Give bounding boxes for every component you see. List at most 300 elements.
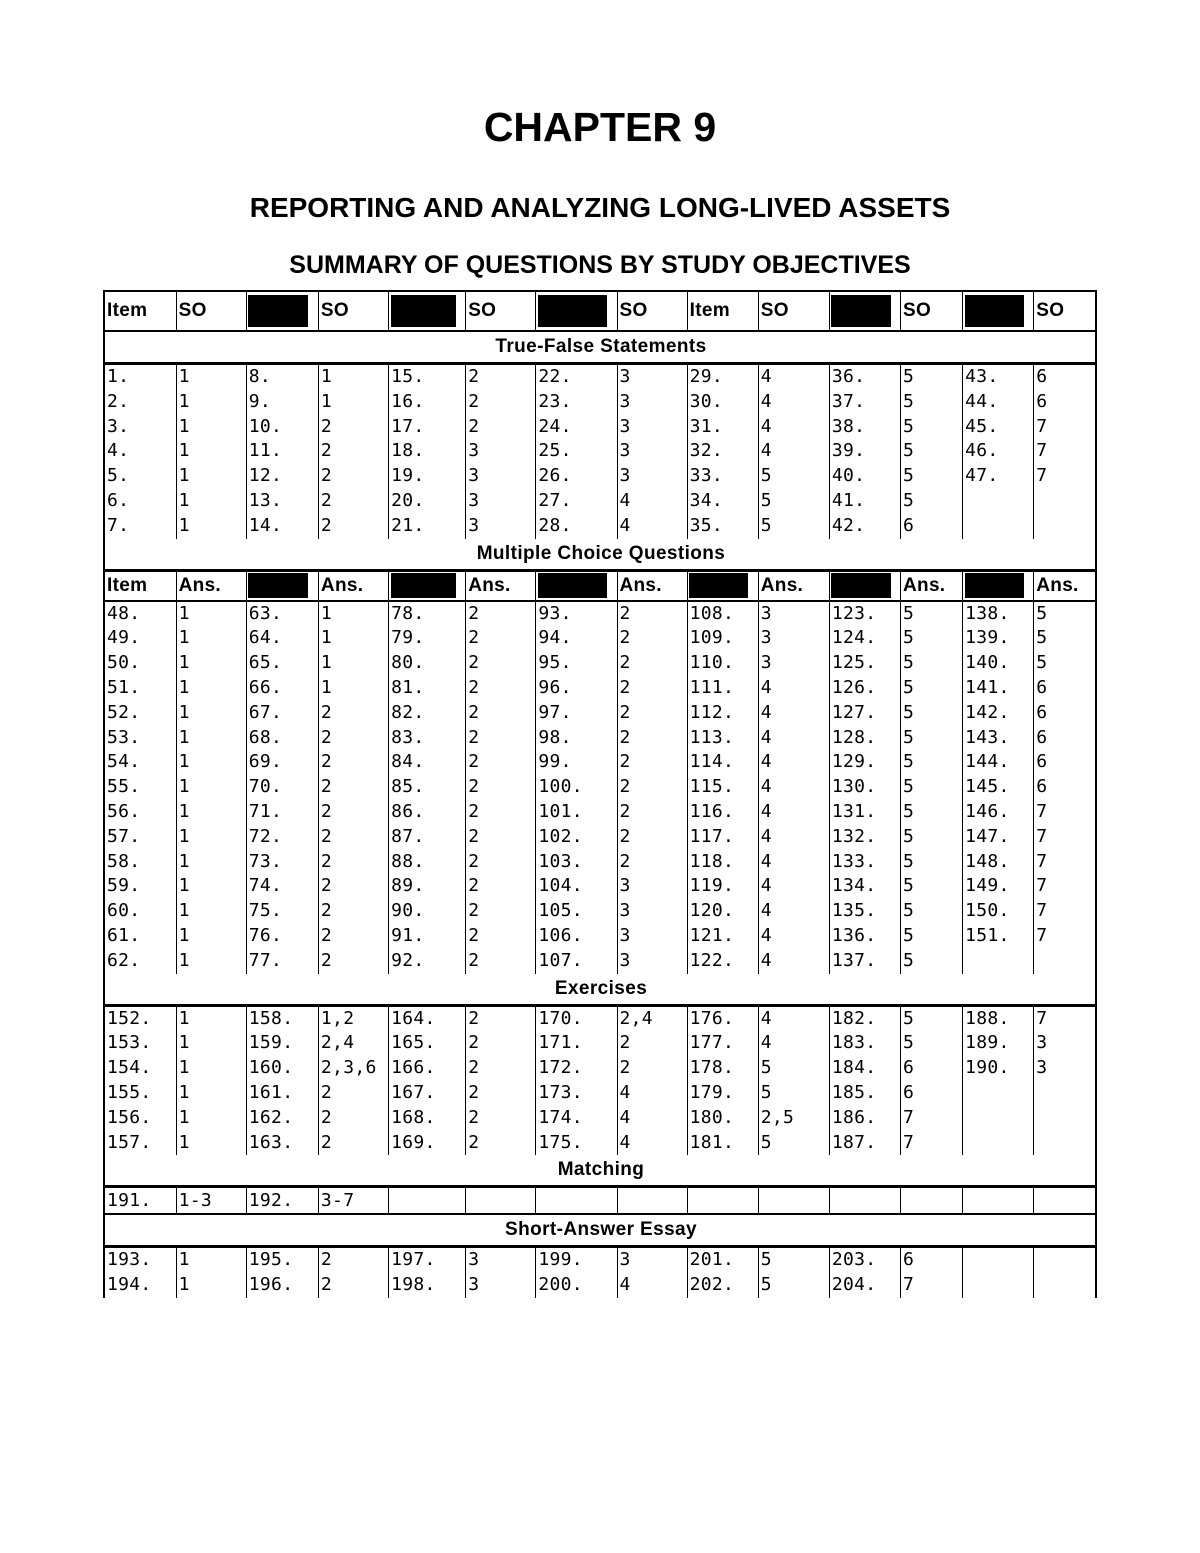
- objective-cell: 5: [901, 1005, 963, 1031]
- table-row: [104, 1031, 1096, 1056]
- objective-cell: 2: [466, 1106, 536, 1131]
- objective-cell: 2: [617, 626, 687, 651]
- objective-cell: 5: [901, 850, 963, 875]
- header-black-block: [963, 570, 1034, 601]
- objective-cell: 2: [318, 750, 388, 775]
- item-cell: 52.: [104, 701, 176, 726]
- item-cell: 178.: [687, 1056, 758, 1081]
- item-cell: 68.: [246, 726, 318, 751]
- objective-cell: 1: [176, 1005, 246, 1031]
- objective-cell: 2: [318, 949, 388, 974]
- item-cell: 14.: [246, 514, 318, 539]
- item-cell: 9.: [246, 390, 318, 415]
- item-cell: 19.: [389, 464, 466, 489]
- item-cell: 30.: [687, 390, 758, 415]
- summary-title: SUMMARY OF QUESTIONS BY STUDY OBJECTIVES: [289, 251, 911, 279]
- item-cell: 1.: [104, 364, 176, 390]
- header-cell: Ans.: [176, 570, 246, 601]
- objective-cell: 7: [901, 1131, 963, 1156]
- item-cell: 86.: [389, 800, 466, 825]
- objective-cell: 1,2: [318, 1005, 388, 1031]
- item-cell: 67.: [246, 701, 318, 726]
- section-title: Matching: [104, 1155, 1096, 1187]
- objective-cell: 2,4: [617, 1005, 687, 1031]
- item-cell: 200.: [536, 1273, 617, 1298]
- item-cell: 73.: [246, 850, 318, 875]
- item-cell: 46.: [963, 439, 1034, 464]
- objective-cell: 3: [617, 874, 687, 899]
- item-cell: 201.: [687, 1247, 758, 1273]
- objective-cell: [1034, 1081, 1096, 1106]
- item-cell: 48.: [104, 601, 176, 627]
- item-cell: 120.: [687, 899, 758, 924]
- objective-cell: 6: [901, 514, 963, 539]
- item-cell: 84.: [389, 750, 466, 775]
- table-row: [104, 415, 1096, 440]
- objective-cell: 1: [176, 850, 246, 875]
- objective-cell: [1034, 949, 1096, 974]
- objective-cell: 7: [1034, 874, 1096, 899]
- header-cell: SO: [1034, 291, 1096, 331]
- item-cell: 186.: [829, 1106, 900, 1131]
- objective-cell: 2: [318, 701, 388, 726]
- objective-cell: 5: [901, 601, 963, 627]
- objective-cell: 2: [466, 726, 536, 751]
- item-cell: 62.: [104, 949, 176, 974]
- objective-cell: 1: [176, 464, 246, 489]
- objective-cell: 6: [1034, 775, 1096, 800]
- objective-cell: 5: [758, 489, 829, 514]
- item-cell: [963, 489, 1034, 514]
- objective-cell: 4: [758, 850, 829, 875]
- item-cell: 114.: [687, 750, 758, 775]
- item-cell: 132.: [829, 825, 900, 850]
- item-cell: 105.: [536, 899, 617, 924]
- item-cell: 109.: [687, 626, 758, 651]
- item-cell: 96.: [536, 676, 617, 701]
- objective-cell: 2: [466, 750, 536, 775]
- item-cell: 125.: [829, 651, 900, 676]
- item-cell: 193.: [104, 1247, 176, 1273]
- objective-cell: [1034, 1106, 1096, 1131]
- objective-cell: 2: [466, 1081, 536, 1106]
- item-cell: 103.: [536, 850, 617, 875]
- item-cell: 36.: [829, 364, 900, 390]
- objective-cell: 3: [466, 1273, 536, 1298]
- objective-cell: [617, 1187, 687, 1215]
- item-cell: 26.: [536, 464, 617, 489]
- objective-cell: 2: [318, 1273, 388, 1298]
- item-cell: 21.: [389, 514, 466, 539]
- item-cell: 163.: [246, 1131, 318, 1156]
- objective-cell: 5: [901, 651, 963, 676]
- objective-cell: 4: [617, 1081, 687, 1106]
- item-cell: 177.: [687, 1031, 758, 1056]
- item-cell: 176.: [687, 1005, 758, 1031]
- objective-cell: 5: [901, 626, 963, 651]
- objective-cell: 4: [758, 1005, 829, 1031]
- item-cell: 126.: [829, 676, 900, 701]
- section-row: [104, 1155, 1096, 1187]
- objective-cell: 2: [318, 1106, 388, 1131]
- item-cell: [963, 1273, 1034, 1298]
- item-cell: 63.: [246, 601, 318, 627]
- item-cell: 39.: [829, 439, 900, 464]
- item-cell: 146.: [963, 800, 1034, 825]
- item-cell: 47.: [963, 464, 1034, 489]
- item-cell: 138.: [963, 601, 1034, 627]
- objective-cell: 4: [758, 775, 829, 800]
- item-cell: 173.: [536, 1081, 617, 1106]
- chapter-heading: CHAPTER 9: [483, 104, 717, 150]
- objective-cell: [758, 1187, 829, 1215]
- objective-cell: 5: [901, 676, 963, 701]
- objective-cell: 2: [318, 825, 388, 850]
- objective-cell: 2: [466, 390, 536, 415]
- objective-cell: 2: [466, 1031, 536, 1056]
- item-cell: 87.: [389, 825, 466, 850]
- item-cell: 119.: [687, 874, 758, 899]
- objective-cell: 5: [758, 1081, 829, 1106]
- item-cell: 188.: [963, 1005, 1034, 1031]
- item-cell: [687, 1187, 758, 1215]
- item-cell: 72.: [246, 825, 318, 850]
- item-cell: [963, 1247, 1034, 1273]
- objective-cell: 7: [1034, 800, 1096, 825]
- objective-cell: 2: [318, 850, 388, 875]
- item-cell: 143.: [963, 726, 1034, 751]
- section-title: True-False Statements: [104, 331, 1096, 364]
- objective-cell: 2: [318, 1247, 388, 1273]
- item-cell: [963, 1131, 1034, 1156]
- objective-cell: 1: [176, 800, 246, 825]
- objective-cell: 6: [901, 1247, 963, 1273]
- objective-cell: 5: [901, 726, 963, 751]
- item-cell: 139.: [963, 626, 1034, 651]
- item-cell: 24.: [536, 415, 617, 440]
- item-cell: 158.: [246, 1005, 318, 1031]
- objective-cell: [1034, 1131, 1096, 1156]
- objective-cell: 2: [466, 651, 536, 676]
- item-cell: 57.: [104, 825, 176, 850]
- header-cell: Item: [104, 291, 176, 331]
- objective-cell: 4: [758, 825, 829, 850]
- objective-cell: 2: [466, 415, 536, 440]
- item-cell: 112.: [687, 701, 758, 726]
- objective-cell: 5: [758, 1056, 829, 1081]
- objective-cell: 5: [901, 364, 963, 390]
- objective-cell: 5: [1034, 601, 1096, 627]
- objective-cell: 1: [176, 390, 246, 415]
- objective-cell: 2: [466, 701, 536, 726]
- objective-cell: 1: [318, 676, 388, 701]
- item-cell: 74.: [246, 874, 318, 899]
- item-cell: 141.: [963, 676, 1034, 701]
- objective-cell: 2: [466, 800, 536, 825]
- objective-cell: 3: [617, 949, 687, 974]
- objective-cell: 2: [318, 489, 388, 514]
- objective-cell: 5: [758, 464, 829, 489]
- section-row: [104, 331, 1096, 364]
- objective-cell: 1: [176, 415, 246, 440]
- item-cell: 27.: [536, 489, 617, 514]
- item-cell: 118.: [687, 850, 758, 875]
- item-cell: 3.: [104, 415, 176, 440]
- item-cell: 196.: [246, 1273, 318, 1298]
- item-cell: 59.: [104, 874, 176, 899]
- objective-cell: 2: [466, 364, 536, 390]
- table-row: [104, 439, 1096, 464]
- item-cell: 168.: [389, 1106, 466, 1131]
- item-cell: 204.: [829, 1273, 900, 1298]
- objective-cell: 1: [176, 1273, 246, 1298]
- header-cell: Ans.: [901, 570, 963, 601]
- objective-cell: 2: [466, 850, 536, 875]
- header-black-block: [829, 570, 900, 601]
- item-cell: 129.: [829, 750, 900, 775]
- item-cell: 37.: [829, 390, 900, 415]
- objective-cell: 6: [1034, 726, 1096, 751]
- item-cell: 78.: [389, 601, 466, 627]
- item-cell: 194.: [104, 1273, 176, 1298]
- objective-cell: [1034, 1187, 1096, 1215]
- item-cell: 18.: [389, 439, 466, 464]
- objective-cell: 1: [176, 364, 246, 390]
- objective-cell: 1: [176, 1247, 246, 1273]
- item-cell: 98.: [536, 726, 617, 751]
- table-row: [104, 1187, 1096, 1215]
- table-row: [104, 464, 1096, 489]
- objective-cell: 1: [176, 1131, 246, 1156]
- item-cell: 162.: [246, 1106, 318, 1131]
- objective-cell: 7: [1034, 1005, 1096, 1031]
- study-objectives-table: [103, 290, 1097, 1298]
- objective-cell: 5: [901, 924, 963, 949]
- objective-cell: 4: [758, 676, 829, 701]
- item-cell: 113.: [687, 726, 758, 751]
- objective-cell: [901, 1187, 963, 1215]
- item-cell: 137.: [829, 949, 900, 974]
- item-cell: 183.: [829, 1031, 900, 1056]
- item-cell: 140.: [963, 651, 1034, 676]
- table-row: [104, 676, 1096, 701]
- table-row: [104, 601, 1096, 627]
- item-cell: 169.: [389, 1131, 466, 1156]
- item-cell: 154.: [104, 1056, 176, 1081]
- table-row: [104, 1106, 1096, 1131]
- objective-cell: 2: [466, 626, 536, 651]
- item-cell: 150.: [963, 899, 1034, 924]
- item-cell: 51.: [104, 676, 176, 701]
- item-cell: 43.: [963, 364, 1034, 390]
- item-cell: 182.: [829, 1005, 900, 1031]
- item-cell: 195.: [246, 1247, 318, 1273]
- objective-cell: 1: [176, 626, 246, 651]
- item-cell: 122.: [687, 949, 758, 974]
- objective-cell: 2: [318, 1081, 388, 1106]
- objective-cell: 3: [617, 1247, 687, 1273]
- objective-cell: 1: [176, 1106, 246, 1131]
- objective-cell: 2,4: [318, 1031, 388, 1056]
- header-cell: SO: [318, 291, 388, 331]
- objective-cell: [1034, 1247, 1096, 1273]
- item-cell: 13.: [246, 489, 318, 514]
- table-row: [104, 750, 1096, 775]
- table-row: [104, 800, 1096, 825]
- item-cell: 190.: [963, 1056, 1034, 1081]
- objective-cell: 2: [617, 775, 687, 800]
- item-cell: 65.: [246, 651, 318, 676]
- item-cell: 45.: [963, 415, 1034, 440]
- item-cell: 170.: [536, 1005, 617, 1031]
- item-cell: 8.: [246, 364, 318, 390]
- objective-cell: 2: [466, 874, 536, 899]
- item-cell: 164.: [389, 1005, 466, 1031]
- item-cell: 165.: [389, 1031, 466, 1056]
- objective-cell: 1: [176, 726, 246, 751]
- objective-cell: 7: [1034, 439, 1096, 464]
- objective-cell: 2: [318, 800, 388, 825]
- item-cell: 79.: [389, 626, 466, 651]
- item-cell: 11.: [246, 439, 318, 464]
- item-cell: 5.: [104, 464, 176, 489]
- section-title: Multiple Choice Questions: [104, 539, 1096, 571]
- objective-cell: 4: [758, 924, 829, 949]
- objective-cell: 1: [176, 1031, 246, 1056]
- objective-cell: 1: [176, 825, 246, 850]
- item-cell: [963, 1106, 1034, 1131]
- item-cell: 174.: [536, 1106, 617, 1131]
- item-cell: 76.: [246, 924, 318, 949]
- objective-cell: 2: [466, 1056, 536, 1081]
- table-row: [104, 924, 1096, 949]
- objective-cell: 5: [1034, 626, 1096, 651]
- objective-cell: 6: [901, 1081, 963, 1106]
- objective-cell: 5: [901, 489, 963, 514]
- item-cell: 88.: [389, 850, 466, 875]
- item-cell: 35.: [687, 514, 758, 539]
- item-cell: 95.: [536, 651, 617, 676]
- item-cell: 142.: [963, 701, 1034, 726]
- table-row: [104, 1056, 1096, 1081]
- item-cell: 106.: [536, 924, 617, 949]
- item-cell: 167.: [389, 1081, 466, 1106]
- item-cell: 20.: [389, 489, 466, 514]
- objective-cell: 5: [901, 800, 963, 825]
- item-cell: 23.: [536, 390, 617, 415]
- objective-cell: 4: [758, 874, 829, 899]
- item-cell: 83.: [389, 726, 466, 751]
- objective-cell: 3: [1034, 1031, 1096, 1056]
- item-cell: 179.: [687, 1081, 758, 1106]
- item-cell: 127.: [829, 701, 900, 726]
- header-black-block: [829, 291, 900, 331]
- objective-cell: 4: [758, 390, 829, 415]
- item-cell: 107.: [536, 949, 617, 974]
- chapter-subtitle: REPORTING AND ANALYZING LONG-LIVED ASSETS: [249, 192, 951, 223]
- objective-cell: 3: [466, 514, 536, 539]
- table-row: [104, 1005, 1096, 1031]
- objective-cell: [1034, 514, 1096, 539]
- item-cell: 29.: [687, 364, 758, 390]
- objective-cell: 1: [176, 949, 246, 974]
- objective-cell: 1: [176, 489, 246, 514]
- objective-cell: 4: [758, 439, 829, 464]
- table-row: [104, 825, 1096, 850]
- item-cell: 198.: [389, 1273, 466, 1298]
- item-cell: 10.: [246, 415, 318, 440]
- objective-cell: 7: [1034, 850, 1096, 875]
- item-cell: 32.: [687, 439, 758, 464]
- header-black-block: [246, 291, 318, 331]
- objective-cell: 7: [1034, 464, 1096, 489]
- item-cell: 149.: [963, 874, 1034, 899]
- objective-cell: 5: [901, 701, 963, 726]
- objective-cell: 2: [318, 439, 388, 464]
- objective-cell: 3: [617, 364, 687, 390]
- objective-cell: 5: [901, 775, 963, 800]
- objective-cell: 3: [617, 390, 687, 415]
- objective-cell: 2: [617, 750, 687, 775]
- item-cell: 89.: [389, 874, 466, 899]
- table-row: [104, 775, 1096, 800]
- item-cell: 111.: [687, 676, 758, 701]
- item-cell: 16.: [389, 390, 466, 415]
- objective-cell: 5: [901, 1031, 963, 1056]
- objective-cell: 5: [758, 1131, 829, 1156]
- objective-cell: 2: [318, 726, 388, 751]
- objective-cell: 1: [318, 390, 388, 415]
- header-cell: Ans.: [758, 570, 829, 601]
- objective-cell: 3: [758, 601, 829, 627]
- item-cell: 58.: [104, 850, 176, 875]
- item-cell: 99.: [536, 750, 617, 775]
- objective-cell: 1: [176, 701, 246, 726]
- objective-cell: 4: [758, 1031, 829, 1056]
- objective-cell: 4: [758, 899, 829, 924]
- table-row: [104, 1247, 1096, 1273]
- item-cell: 130.: [829, 775, 900, 800]
- table-row: [104, 850, 1096, 875]
- item-cell: [536, 1187, 617, 1215]
- item-cell: 64.: [246, 626, 318, 651]
- objective-cell: 4: [758, 726, 829, 751]
- item-cell: 6.: [104, 489, 176, 514]
- item-cell: 192.: [246, 1187, 318, 1215]
- objective-cell: [1034, 1273, 1096, 1298]
- item-cell: 42.: [829, 514, 900, 539]
- item-cell: 131.: [829, 800, 900, 825]
- header-cell: Ans.: [466, 570, 536, 601]
- item-cell: 55.: [104, 775, 176, 800]
- item-cell: 69.: [246, 750, 318, 775]
- table-row: [104, 701, 1096, 726]
- item-cell: 91.: [389, 924, 466, 949]
- objective-cell: 2: [617, 850, 687, 875]
- item-cell: 81.: [389, 676, 466, 701]
- objective-cell: 6: [1034, 676, 1096, 701]
- item-cell: 155.: [104, 1081, 176, 1106]
- objective-cell: 2,5: [758, 1106, 829, 1131]
- objective-cell: 2: [466, 775, 536, 800]
- objective-cell: 2: [617, 726, 687, 751]
- objective-cell: 3: [466, 1247, 536, 1273]
- objective-cell: 3: [617, 464, 687, 489]
- objective-cell: 2: [466, 676, 536, 701]
- objective-cell: 1: [176, 775, 246, 800]
- section-row: [104, 1214, 1096, 1247]
- objective-cell: 4: [758, 415, 829, 440]
